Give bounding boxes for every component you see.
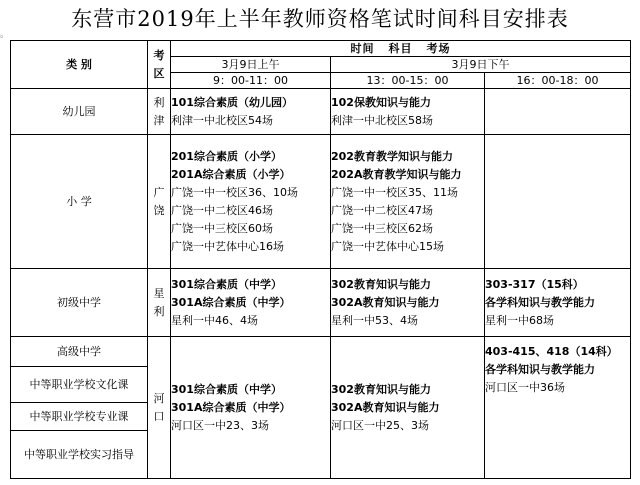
subject-102: 102保教知识与能力 — [331, 95, 431, 109]
subject-301a-senior: 301A综合素质（中学） — [171, 400, 291, 414]
schedule-table — [10, 40, 631, 479]
area-lijin-2: 津 — [153, 113, 165, 127]
subject-302a-junior: 302A教育知识与能力 — [331, 295, 440, 309]
header-exam-area — [148, 41, 171, 89]
row-senior-slot3 — [485, 337, 631, 403]
area-lijin-1: 利 — [153, 95, 165, 109]
subject-403-418-desc: 各学科知识与教学能力 — [485, 362, 595, 376]
venue-102: 利津一中北校区58场 — [331, 113, 433, 127]
area-guangrao-1: 广 — [153, 185, 165, 199]
row-junior-slot1 — [171, 269, 331, 337]
subject-201: 201综合素质（小学） — [171, 149, 282, 163]
page-title: 东营市2019年上半年教师资格笔试时间科目安排表 — [71, 7, 569, 31]
venue-202-4: 广饶一中艺体中心15场 — [331, 239, 444, 253]
row-senior-area — [148, 337, 171, 479]
subject-201a: 201A综合素质（小学） — [171, 167, 291, 181]
venue-201-4: 广饶一中艺体中心16场 — [171, 239, 284, 253]
row-junior-category: 初级中学 — [11, 269, 148, 337]
row-kindergarten-slot3 — [485, 89, 631, 135]
row-kindergarten-slot2 — [331, 89, 485, 135]
subject-302-senior: 302教育知识与能力 — [331, 382, 431, 396]
subject-302a-senior: 302A教育知识与能力 — [331, 400, 440, 414]
venue-301-junior: 星利一中46、4场 — [171, 313, 258, 327]
subject-101: 101综合素质（幼儿园） — [171, 95, 293, 109]
venue-302-junior: 星利一中53、4场 — [331, 313, 418, 327]
header-slot-2: 13：00-15：00 — [331, 73, 485, 89]
area-hekou-1: 河 — [153, 391, 165, 405]
row-senior-slot1 — [171, 337, 331, 479]
subject-403-418: 403-415、418（14科） — [485, 344, 618, 358]
row-vocational-major-category: 中等职业学校专业课 — [11, 403, 148, 431]
row-primary-slot1 — [171, 135, 331, 269]
venue-302-senior: 河口区一中25、3场 — [331, 418, 429, 432]
row-senior-slot3-empty — [485, 403, 631, 479]
subject-301a-junior: 301A综合素质（中学） — [171, 295, 291, 309]
row-primary-category: 小 学 — [11, 135, 148, 269]
row-primary-slot2 — [331, 135, 485, 269]
corner-mark: 。 — [0, 30, 10, 40]
row-kindergarten-category: 幼儿园 — [11, 89, 148, 135]
venue-202-1: 广饶一中一校区35、11场 — [331, 185, 458, 199]
venue-201-1: 广饶一中一校区36、10场 — [171, 185, 298, 199]
header-time-subject-venue — [171, 41, 631, 57]
row-vocational-practice-category: 中等职业学校实习指导 — [11, 431, 148, 479]
row-kindergarten-area — [148, 89, 171, 135]
row-kindergarten-slot1 — [171, 89, 331, 135]
header-date-afternoon: 3月9日下午 — [331, 57, 631, 73]
area-xingli-1: 星 — [153, 286, 165, 300]
row-junior-slot2 — [331, 269, 485, 337]
venue-201-2: 广饶一中二校区46场 — [171, 203, 273, 217]
subject-303-317: 303-317（15科） — [485, 277, 584, 291]
venue-201-3: 广饶一中三校区60场 — [171, 221, 273, 235]
header-exam-area-2: 区 — [153, 66, 165, 80]
subject-302-junior: 302教育知识与能力 — [331, 277, 431, 291]
venue-101: 利津一中北校区54场 — [171, 113, 273, 127]
row-primary-slot3 — [485, 135, 631, 269]
area-hekou-2: 口 — [153, 409, 165, 423]
subject-301-senior: 301综合素质（中学） — [171, 382, 282, 396]
venue-301-senior: 河口区一中23、3场 — [171, 418, 269, 432]
row-vocational-culture-category: 中等职业学校文化课 — [11, 367, 148, 403]
row-junior-slot3 — [485, 269, 631, 337]
header-exam-area-1: 考 — [153, 48, 165, 62]
header-date-morning: 3月9日上午 — [171, 57, 331, 73]
header-slot-3: 16：00-18：00 — [485, 73, 631, 89]
subject-301-junior: 301综合素质（中学） — [171, 277, 282, 291]
venue-403-418: 河口区一中36场 — [485, 380, 565, 394]
venue-303-317: 星利一中68场 — [485, 313, 554, 327]
header-category: 类 别 — [11, 41, 148, 89]
row-junior-area — [148, 269, 171, 337]
venue-202-2: 广饶一中二校区47场 — [331, 203, 433, 217]
header-venue-label: 考场 — [426, 41, 451, 55]
header-time-label: 时间 — [350, 41, 375, 55]
header-slot-1: 9：00-11：00 — [171, 73, 331, 89]
row-primary-area — [148, 135, 171, 269]
row-senior-slot2 — [331, 337, 485, 479]
subject-303-317-desc: 各学科知识与教学能力 — [485, 295, 595, 309]
subject-202: 202教育教学知识与能力 — [331, 149, 453, 163]
area-xingli-2: 利 — [153, 304, 165, 318]
area-guangrao-2: 饶 — [153, 203, 165, 217]
header-subject-label: 科目 — [388, 41, 413, 55]
subject-202a: 202A教育教学知识与能力 — [331, 167, 462, 181]
venue-202-3: 广饶一中三校区62场 — [331, 221, 433, 235]
row-senior-category: 高级中学 — [11, 337, 148, 367]
